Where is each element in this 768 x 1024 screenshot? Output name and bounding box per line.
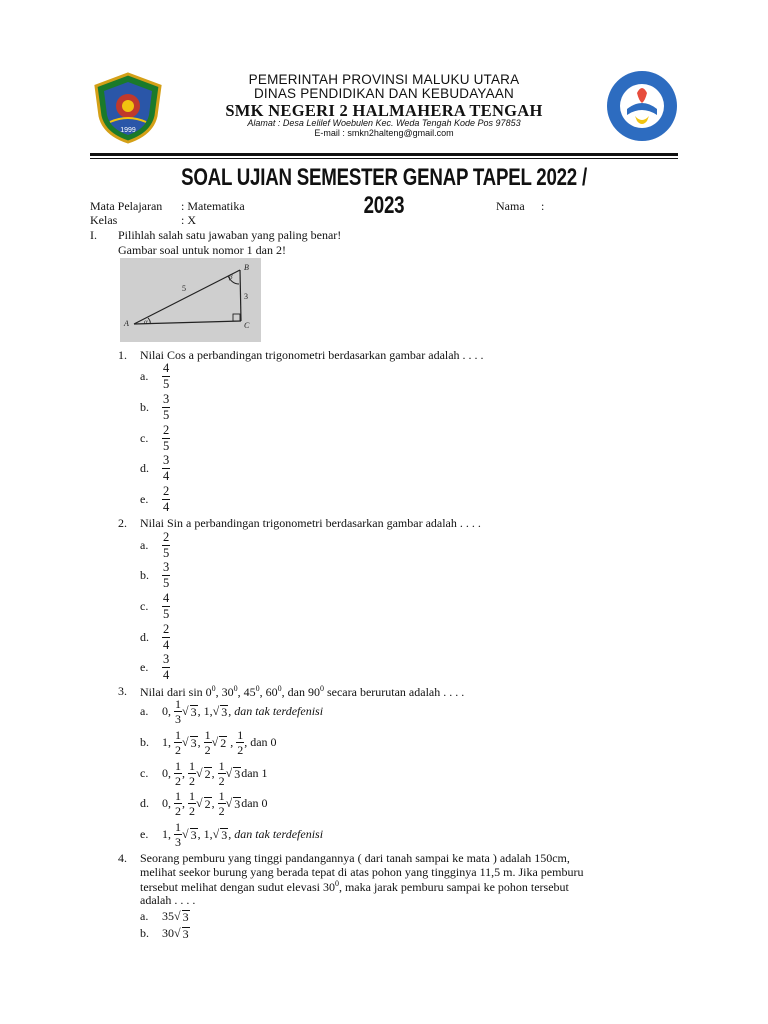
header-department-line: DINAS PENDIDIKAN DAN KEBUDAYAAN [253, 86, 514, 101]
q3-option-d[interactable]: d. 0, $\frac{1}{2}$ , $\frac{1}{2}$ √ 2 , $\frac{1}{2}$ √ 3 dan 0 [140, 789, 268, 818]
header-government-line: PEMERINTAH PROVINSI MALUKU UTARA [248, 72, 520, 87]
exam-title: SOAL UJIAN SEMESTER GENAP TAPEL 2022 / 2023 [181, 164, 587, 219]
q4-option-a[interactable]: a. 35 √ 3 [140, 909, 189, 925]
svg-text:A: A [124, 319, 129, 328]
q3-text: Nilai dari $\sin 0^0$, $30^0$, $45^0$, $60^0$, dan $90^0$ secara berurutan adalah . . . . [140, 684, 465, 699]
q2-text: Nilai Sin a perbandingan trigonometri berdasarkan gambar adalah . . . . [140, 516, 481, 530]
q3-option-b[interactable]: b. 1, $\frac{1}{2}$ √ 3 , $\frac{1}{2}$ √ 2 , $\frac{1}{2}$ , dan 0 [140, 728, 277, 757]
q4-text-line2: melihat seekor burung yang berada tepat di atas pohon yang tingginya 11,5 m. Jika pemburu [140, 865, 584, 879]
q3-number: 3. [118, 684, 127, 698]
q1-number: 1. [118, 348, 127, 362]
q1-option-e[interactable]: e. $\frac{2}{4}$ [140, 484, 170, 514]
section-instruction: Pilihlah salah satu jawaban yang paling benar! [118, 228, 342, 242]
q4-text-line1: Seorang pemburu yang tinggi pandangannya ( dari tanah sampai ke mata ) adalah 150cm, [140, 851, 570, 865]
q3-option-c[interactable]: c. 0, $\frac{1}{2}$ , $\frac{1}{2}$ √ 2 , $\frac{1}{2}$ √ 3 dan 1 [140, 759, 268, 788]
svg-text:1999: 1999 [120, 127, 136, 134]
class-label: Kelas [90, 213, 118, 227]
figure-note: Gambar soal untuk nomor 1 dan 2! [118, 243, 286, 257]
class-value: : X [181, 213, 196, 227]
subject-value: : Matematika [181, 199, 245, 213]
header-address: Alamat : Desa Lelilef Woebulen Kec. Weda Tengah Kode Pos 97853 [247, 118, 521, 128]
header-divider-thin [90, 158, 678, 159]
q2-option-b[interactable]: b. $\frac{3}{5}$ [140, 560, 170, 590]
q1-option-a[interactable]: a. $\frac{4}{5}$ [140, 361, 170, 391]
q3-option-a[interactable]: a. 0, $\frac{1}{3}$ √ 3 , 1, √ 3 , dan tak terdefenisi [140, 697, 324, 726]
q4-number: 4. [118, 851, 127, 865]
svg-text:B: B [244, 263, 249, 272]
header-email: E-mail : smkn2halteng@gmail.com [314, 128, 454, 138]
q2-option-a[interactable]: a. $\frac{2}{5}$ [140, 530, 170, 560]
q4-text-line4: adalah . . . . [140, 893, 196, 907]
q2-option-d[interactable]: d. $\frac{2}{4}$ [140, 622, 170, 652]
q1-option-d[interactable]: d. $\frac{3}{4}$ [140, 453, 170, 483]
subject-label: Mata Pelajaran [90, 199, 163, 213]
q2-option-c[interactable]: c. $\frac{4}{5}$ [140, 591, 170, 621]
header-divider-thick [90, 153, 678, 156]
svg-text:α: α [144, 318, 148, 326]
q3-option-e[interactable]: e. 1, $\frac{1}{3}$ √ 3 , 1, √ 3 , dan tak terdefenisi [140, 820, 324, 849]
q1-option-b[interactable]: b. $\frac{3}{5}$ [140, 392, 170, 422]
q4-option-b[interactable]: b. 30 √ 3 [140, 926, 189, 942]
svg-text:3: 3 [244, 292, 248, 301]
svg-text:β: β [229, 273, 233, 281]
triangle-figure [120, 258, 261, 342]
svg-text:5: 5 [182, 284, 186, 293]
svg-text:C: C [244, 321, 250, 330]
header-school-name: SMK NEGERI 2 HALMAHERA TENGAH [225, 101, 543, 120]
name-label: Nama [496, 199, 525, 213]
name-value: : [541, 199, 545, 213]
provincial-emblem-logo [92, 72, 164, 144]
q1-option-c[interactable]: c. $\frac{2}{5}$ [140, 423, 170, 453]
q2-number: 2. [118, 516, 127, 530]
tut-wuri-handayani-logo [601, 69, 683, 143]
q1-text: Nilai Cos a perbandingan trigonometri berdasarkan gambar adalah . . . . [140, 348, 484, 362]
section-number: I. [90, 228, 97, 242]
q2-option-e[interactable]: e. $\frac{3}{4}$ [140, 652, 170, 682]
q4-text-line3: tersebut melihat dengan sudut elevasi $30^0$, maka jarak pemburu sampai ke pohon tersebut [140, 879, 569, 894]
